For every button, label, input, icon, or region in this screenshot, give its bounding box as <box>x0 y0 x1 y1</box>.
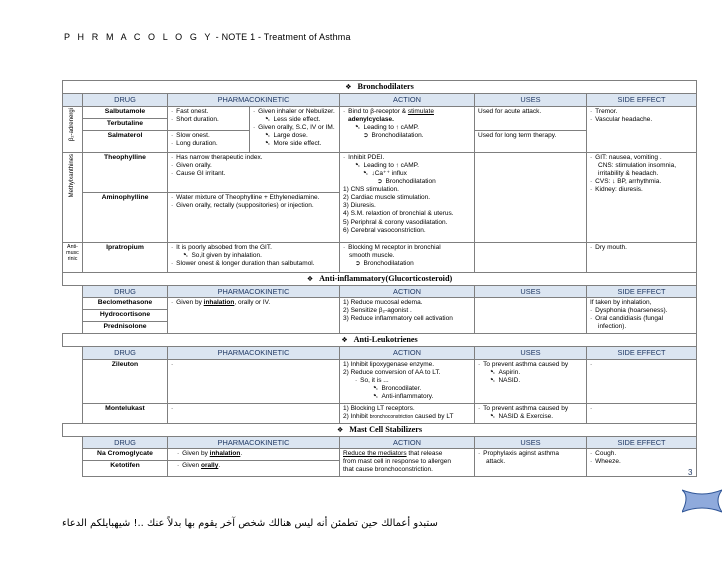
drug-montelukast: Montelukast <box>83 403 168 423</box>
col-uses: USES <box>475 94 587 106</box>
drug-terbutaline: Terbutaline <box>83 118 168 130</box>
col-action: ACTION <box>340 347 475 359</box>
uses-methylxanthines <box>475 152 587 242</box>
col-pharmacokinetic: PHARMACOKINETIC <box>168 347 340 359</box>
action-ipratropium: · Blocking M receptor in bronchial smooth muscle. ➲ Bronchodilatation <box>340 242 475 272</box>
group-methylxanthines: Methylxanthines <box>63 152 83 242</box>
action-steroid: 1) Reduce mucosal edema. 2) Sensitize β₂-agonist . 3) Reduce inflammatory cell activation <box>340 298 475 334</box>
header-title-spaced: P H R M A C O L O G Y <box>64 32 213 42</box>
drug-salbutamole: Salbutamole <box>83 106 168 118</box>
col-side-effect: SIDE EFFECT <box>587 94 697 106</box>
pk-montelukast: · <box>168 403 340 423</box>
asthma-table <box>62 80 697 477</box>
action-beta: · Bind to β-receptor & stimulate adenylcyclase. ➷ Leading to ↑ cAMP. ➲ Bronchodilatation. <box>340 106 475 152</box>
group-beta2: β₂-adrenergi <box>63 106 83 152</box>
column-header-row <box>63 436 697 448</box>
col-uses: USES <box>475 436 587 448</box>
page-ribbon-icon <box>682 488 722 514</box>
action-montelukast: 1) Blocking LT receptors. 2) Inhibit bronchoconstriction caused by LT <box>340 403 475 423</box>
table-row <box>63 359 697 403</box>
pk-zileuton: · <box>168 359 340 403</box>
drug-theophylline: Theophylline <box>83 152 168 192</box>
section-title: Anti-Leukotrienes <box>353 335 418 344</box>
action-methylxanthines: · Inhibit PDEI. ➷ Leading to ↑ cAMP. ➷ ↓Ca⁺⁺ influx ➲ Bronchodilatation 1) CNS stimulation. 2) Cardiac muscle stimulation. 3) Diuresis. 4) S.M. relaxtion of bronchial & uterus. 5) Periphral & corony vasodilatation. 6) Cerebral vasoconstriction. <box>340 152 475 242</box>
table-row <box>63 106 697 118</box>
section-title: Bronchodilaters <box>357 82 414 91</box>
uses-salbutamole: Used for acute attack. <box>475 106 587 130</box>
pk-salmaterol: · Slow onest. · Long duration. <box>168 130 250 152</box>
section-bronchodilaters: ❖ Bronchodilaters <box>63 81 697 94</box>
side-beta: · Tremor. · Vascular headache. <box>587 106 697 152</box>
uses-steroid <box>475 298 587 334</box>
table-row <box>63 242 697 272</box>
col-uses: USES <box>475 347 587 359</box>
pk-beta-route: · Given inhaler or Nebulizer. ➷ Less side effect. · Given orally, S.C, IV or IM. ➷ Large dose. ➷ More side effect. <box>250 106 340 152</box>
page-header <box>64 32 351 42</box>
column-header-row <box>63 94 697 106</box>
column-header-row <box>63 285 697 297</box>
col-drug: DRUG <box>83 285 168 297</box>
pk-theophylline: · Has narrow therapeutic index. · Given orally. · Cause GI irritant. <box>168 152 340 192</box>
drug-hydrocortisone: Hydrocortisone <box>83 310 168 322</box>
table-row <box>63 403 697 423</box>
col-drug: DRUG <box>83 436 168 448</box>
action-mast-cell: Reduce the mediators that release from mast cell in response to allergen that cause bronchoconstriction. <box>340 449 475 477</box>
table-row <box>63 152 697 192</box>
section-title: Mast Cell Stabilizers <box>349 424 423 434</box>
drug-ipratropium: Ipratropium <box>83 242 168 272</box>
pk-salbutamole: · Fast onest. · Short duration. <box>168 106 250 130</box>
page-number: 3 <box>688 468 693 477</box>
uses-salmaterol: Used for long term therapy. <box>475 130 587 152</box>
col-pharmacokinetic: PHARMACOKINETIC <box>168 436 340 448</box>
col-side-effect: SIDE EFFECT <box>587 347 697 359</box>
col-drug: DRUG <box>83 94 168 106</box>
side-steroid: If taken by inhalation, · Dysphonia (hoarseness). · Oral candidiasis (fungal infection). <box>587 298 697 334</box>
footer-quote: ستبدو أعمالك حين تطمئن أنه ليس هنالك شخص آخر يقوم بها بدلاً عنك ..! شيهبايلكم الدعاء <box>62 518 438 529</box>
col-action: ACTION <box>340 94 475 106</box>
col-side-effect: SIDE EFFECT <box>587 285 697 297</box>
section-anti-leukotrienes: ❖ Anti-Leukotrienes <box>63 334 697 347</box>
pk-na-cromoglycate: · Given by inhalation. <box>168 449 340 461</box>
pk-aminophylline: · Water mixture of Theophylline + Ethylenediamine. · Given orally, rectally (suppositories) or injection. <box>168 192 340 242</box>
drug-zileuton: Zileuton <box>83 359 168 403</box>
side-zileuton: · <box>587 359 697 403</box>
side-ipratropium: · Dry mouth. <box>587 242 697 272</box>
col-side-effect: SIDE EFFECT <box>587 436 697 448</box>
uses-zileuton: · To prevent asthma caused by ➷ Aspirin. ➷ NASID. <box>475 359 587 403</box>
section-title: Anti-inflammatory(Glucorticosteroid) <box>319 273 453 283</box>
drug-beclomethasone: Beclomethasone <box>83 298 168 310</box>
table-row <box>63 298 697 310</box>
pk-steroid: · Given by inhalation, orally or IV. <box>168 298 340 334</box>
side-mast-cell: · Cough. · Wheeze. <box>587 449 697 477</box>
uses-ipratropium <box>475 242 587 272</box>
col-pharmacokinetic: PHARMACOKINETIC <box>168 94 340 106</box>
table-row <box>63 449 697 461</box>
col-uses: USES <box>475 285 587 297</box>
uses-montelukast: · To prevent asthma caused by ➷ NASID & Exercise. <box>475 403 587 423</box>
action-zileuton: 1) Inhibit lipoxygenase enzyme. 2) Reduce conversion of AA to LT. · So, it is ... ➷ Broncodilater. ➷ Anti-inflammatory. <box>340 359 475 403</box>
pk-ketotifen: · Given orally. <box>168 461 340 477</box>
header-title-rest: - NOTE 1 - Treatment of Asthma <box>212 32 351 42</box>
side-montelukast: · <box>587 403 697 423</box>
section-anti-inflammatory: ❖ Anti-inflammatory(Glucorticosteroid) <box>63 272 697 285</box>
section-mast-cell: ❖ Mast Cell Stabilizers <box>63 423 697 436</box>
col-action: ACTION <box>340 436 475 448</box>
col-drug: DRUG <box>83 347 168 359</box>
column-header-row <box>63 347 697 359</box>
drug-prednisolone: Prednisolone <box>83 322 168 334</box>
drug-ketotifen: Ketotifen <box>83 461 168 477</box>
group-anti-muscarinic: Anti-musc rinic <box>63 242 83 272</box>
pk-ipratropium: · It is poorly absobed from the GIT. ➷ So,it given by inhalation. · Slower onest & longer duration than salbutamol. <box>168 242 340 272</box>
side-methylxanthines: · GIT: nausea, vomiting . CNS: stimulation insomnia, irritability & headach. · CVS: ↓ BP, arrhythmia. · Kidney: diuresis. <box>587 152 697 242</box>
drug-aminophylline: Aminophylline <box>83 192 168 242</box>
drug-na-cromoglycate: Na Cromoglycate <box>83 449 168 461</box>
col-pharmacokinetic: PHARMACOKINETIC <box>168 285 340 297</box>
col-action: ACTION <box>340 285 475 297</box>
drug-salmaterol: Salmaterol <box>83 130 168 152</box>
uses-mast-cell: · Prophylaxis aginst asthma attack. <box>475 449 587 477</box>
